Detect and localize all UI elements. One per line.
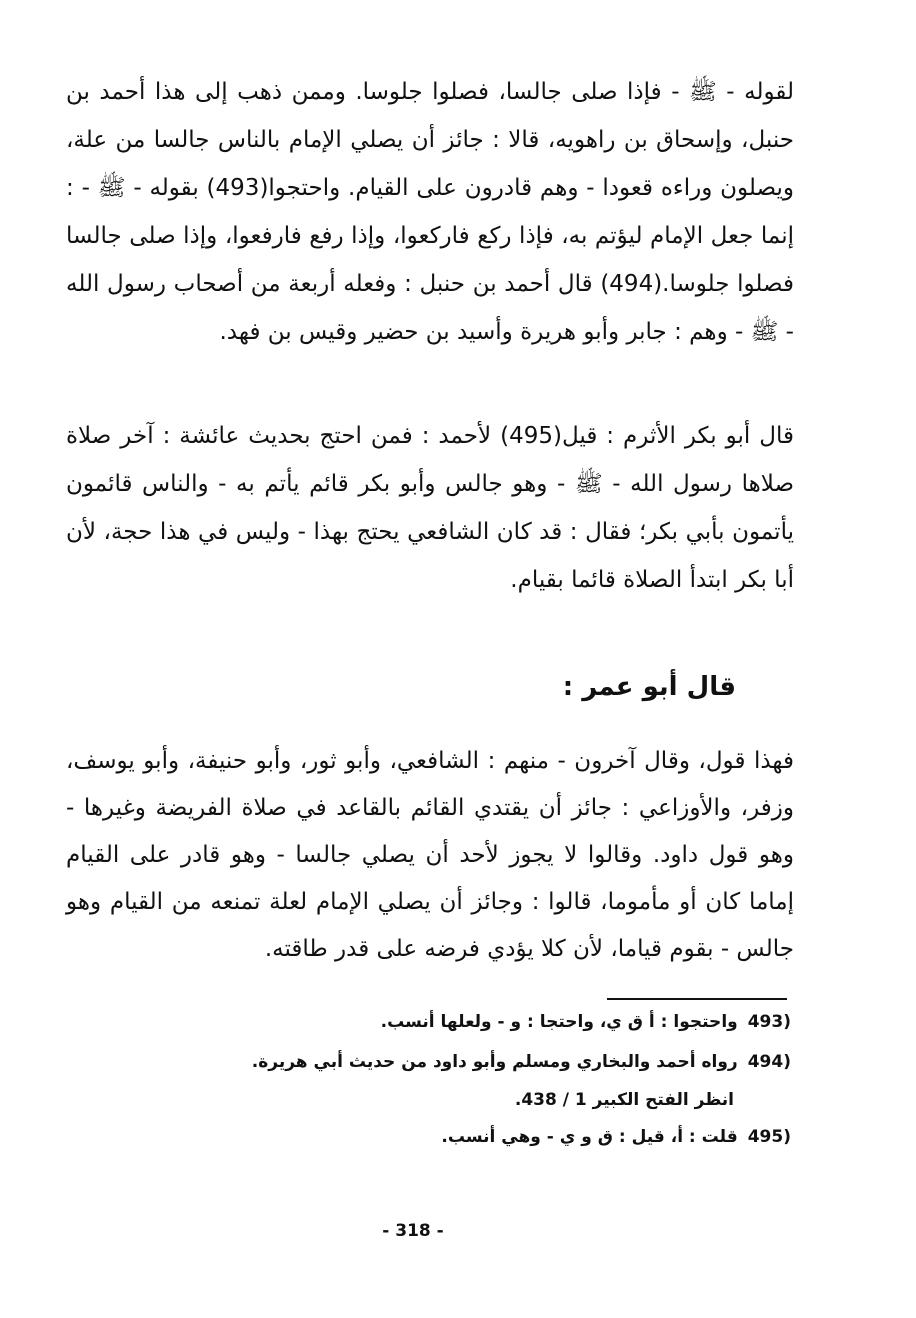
footnote-text: رواه أحمد والبخاري ومسلم وأبو داود من حديث أبي هريرة.: [251, 1052, 738, 1072]
footnote-text: انظر الفتح الكبير 1 / 438.: [514, 1090, 734, 1110]
paragraph-2: قال أبو بكر الأثرم : قيل(495) لأحمد : فمن احتج بحديث عائشة : آخر صلاة صلاها رسول الله - ﷺ - وهو جالس وأبو بكر قائم يأتم به - والناس قائمون يأتمون بأبي بكر؛ فقال : قد كان الشافعي يحتج بهذا - وليس في هذا حجة، لأن أبا بكر ابتدأ الصلاة قائما بقيام.: [66, 423, 794, 593]
footnote-number: (494: [747, 1052, 791, 1072]
footnote-text: واحتجوا : أ ق ي، واحتجا : و - ولعلها أنسب.: [380, 1012, 738, 1032]
footnote-494-continuation: [515, 1090, 734, 1110]
footnote-divider: [607, 998, 787, 1000]
paragraph-3: فهذا قول، وقال آخرون - منهم : الشافعي، وأبو ثور، وأبو حنيفة، وأبو يوسف، وزفر، والأوزاعي : جائز أن يقتدي القائم بالقاعد في صلاة الفريضة وغيرها - وهو قول داود. وقالوا لا يجوز لأحد أن يصلي جالسا - وهو قادر على القيام إماما كان أو مأموما، قالوا : وجائز أن يصلي الإمام لعلة تمنعه من القيام وهو جالس - بقوم قياما، لأن كلا يؤدي فرضه على قدر طاقته.: [66, 748, 794, 962]
footnote-text: قلت : أ، قيل : ق و ي - وهي أنسب.: [441, 1127, 738, 1147]
footnote-493: [381, 1012, 791, 1032]
footnote-number: (493: [747, 1012, 791, 1032]
footnote-495: [441, 1127, 791, 1147]
footnote-number: (495: [747, 1127, 791, 1147]
paragraph-1: لقوله - ﷺ - فإذا صلى جالسا، فصلوا جلوسا. وممن ذهب إلى هذا أحمد بن حنبل، وإسحاق بن راهويه، قالا : جائز أن يصلي الإمام بالناس جالسا من علة، ويصلون وراءه قعودا - وهم قادرون على القيام. واحتجوا(493) بقوله - ﷺ - : إنما جعل الإمام ليؤتم به، فإذا ركع فاركعوا، وإذا رفع فارفعوا، وإذا صلى جالسا فصلوا جلوسا.(494) قال أحمد بن حنبل : وفعله أربعة من أصحاب رسول الله - ﷺ - وهم : جابر وأبو هريرة وأسيد بن حضير وقيس بن فهد.: [66, 79, 794, 345]
section-heading: قال أبو عمر :: [562, 672, 736, 702]
footnote-494: [252, 1052, 791, 1072]
page-number: - 318 -: [382, 1221, 444, 1241]
